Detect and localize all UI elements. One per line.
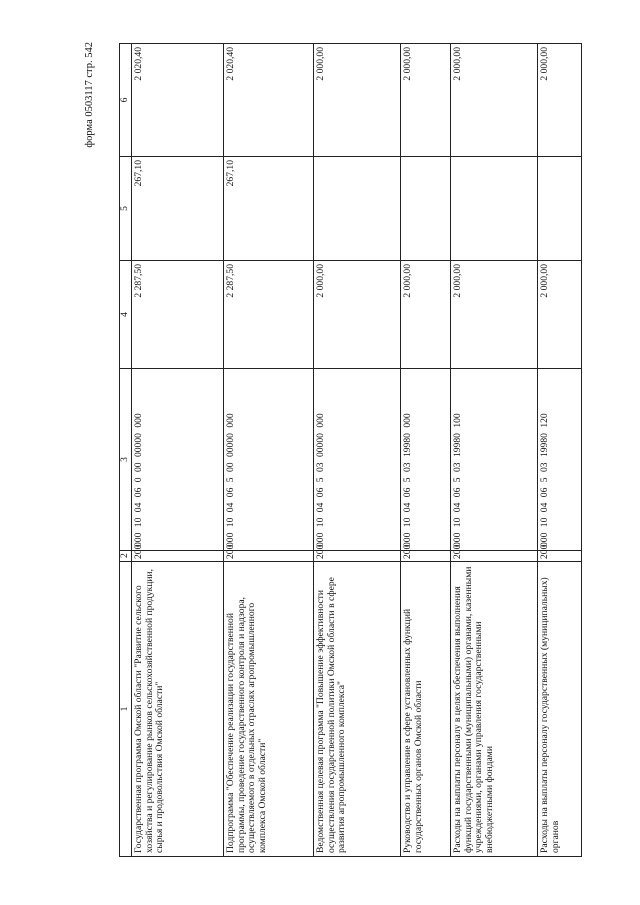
row-name: Подпрограмма "Обеспечение реализации государственной программы, проведение государственного контроля и надзора, осуществляемого в отдельных отраслях агропромышленного комплекса Омской области": [224, 562, 314, 857]
table-row: [538, 44, 582, 857]
report-page: [80, 42, 640, 857]
header-col-2: 2: [120, 551, 132, 562]
row-unexecuted: 2 020,40: [224, 44, 314, 157]
row-approved: 2 000,00: [401, 261, 451, 369]
row-name: Расходы на выплаты персоналу в целях обеспечения выполнения функций государственными (муниципальными) органами, казенными учреждениями, органами управления государственными внебюджетными фондами: [451, 562, 538, 857]
row-executed: [538, 157, 582, 261]
budget-table: [119, 43, 582, 857]
row-approved: 2 000,00: [314, 261, 401, 369]
row-unexecuted: 2 000,00: [451, 44, 538, 157]
row-line-code: 200: [224, 551, 314, 562]
table-row: [224, 44, 314, 857]
row-approved: 2 287,50: [132, 261, 224, 369]
table-row: [401, 44, 451, 857]
header-col-1: 1: [120, 562, 132, 857]
row-classification-code: 000 10 04 06 0 00 00000 000: [132, 369, 224, 551]
row-classification-code: 000 10 04 06 5 00 00000 000: [224, 369, 314, 551]
row-executed: 267,10: [224, 157, 314, 261]
row-approved: 2 000,00: [451, 261, 538, 369]
table-row: [314, 44, 401, 857]
header-col-4: 4: [120, 261, 132, 369]
row-approved: 2 000,00: [538, 261, 582, 369]
table-row: [132, 44, 224, 857]
row-name: Руководство и управление в сфере установленных функций государственных органов Омской области: [401, 562, 451, 857]
row-name: Расходы на выплаты персоналу государственных (муниципальных) органов: [538, 562, 582, 857]
row-classification-code: 000 10 04 06 5 03 19980 100: [451, 369, 538, 551]
header-col-6: 6: [120, 44, 132, 157]
row-unexecuted: 2 020,40: [132, 44, 224, 157]
header-col-5: 5: [120, 157, 132, 261]
row-classification-code: 000 10 04 06 5 03 00000 000: [314, 369, 401, 551]
row-approved: 2 287,50: [224, 261, 314, 369]
row-unexecuted: 2 000,00: [314, 44, 401, 157]
table-row: [451, 44, 538, 857]
row-name: Ведомственная целевая программа "Повышение эффективности осуществления государственной политики Омской области в сфере развития агропромышленного комплекса": [314, 562, 401, 857]
header-col-3: 3: [120, 369, 132, 551]
row-executed: [451, 157, 538, 261]
row-classification-code: 000 10 04 06 5 03 19980 000: [401, 369, 451, 551]
row-line-code: 200: [451, 551, 538, 562]
row-executed: [314, 157, 401, 261]
row-name: Государственная программа Омской области "Развитие сельского хозяйства и регулирование рынков сельскохозяйственной продукции, сырья и продовольствия Омской области": [132, 562, 224, 857]
row-unexecuted: 2 000,00: [401, 44, 451, 157]
header-row: [120, 44, 132, 857]
row-executed: [401, 157, 451, 261]
row-executed: 267,10: [132, 157, 224, 261]
row-line-code: 200: [401, 551, 451, 562]
form-label: форма 0503117 стр. 542: [84, 42, 95, 148]
row-line-code: 200: [314, 551, 401, 562]
row-line-code: 200: [538, 551, 582, 562]
row-line-code: 200: [132, 551, 224, 562]
row-classification-code: 000 10 04 06 5 03 19980 120: [538, 369, 582, 551]
row-unexecuted: 2 000,00: [538, 44, 582, 157]
